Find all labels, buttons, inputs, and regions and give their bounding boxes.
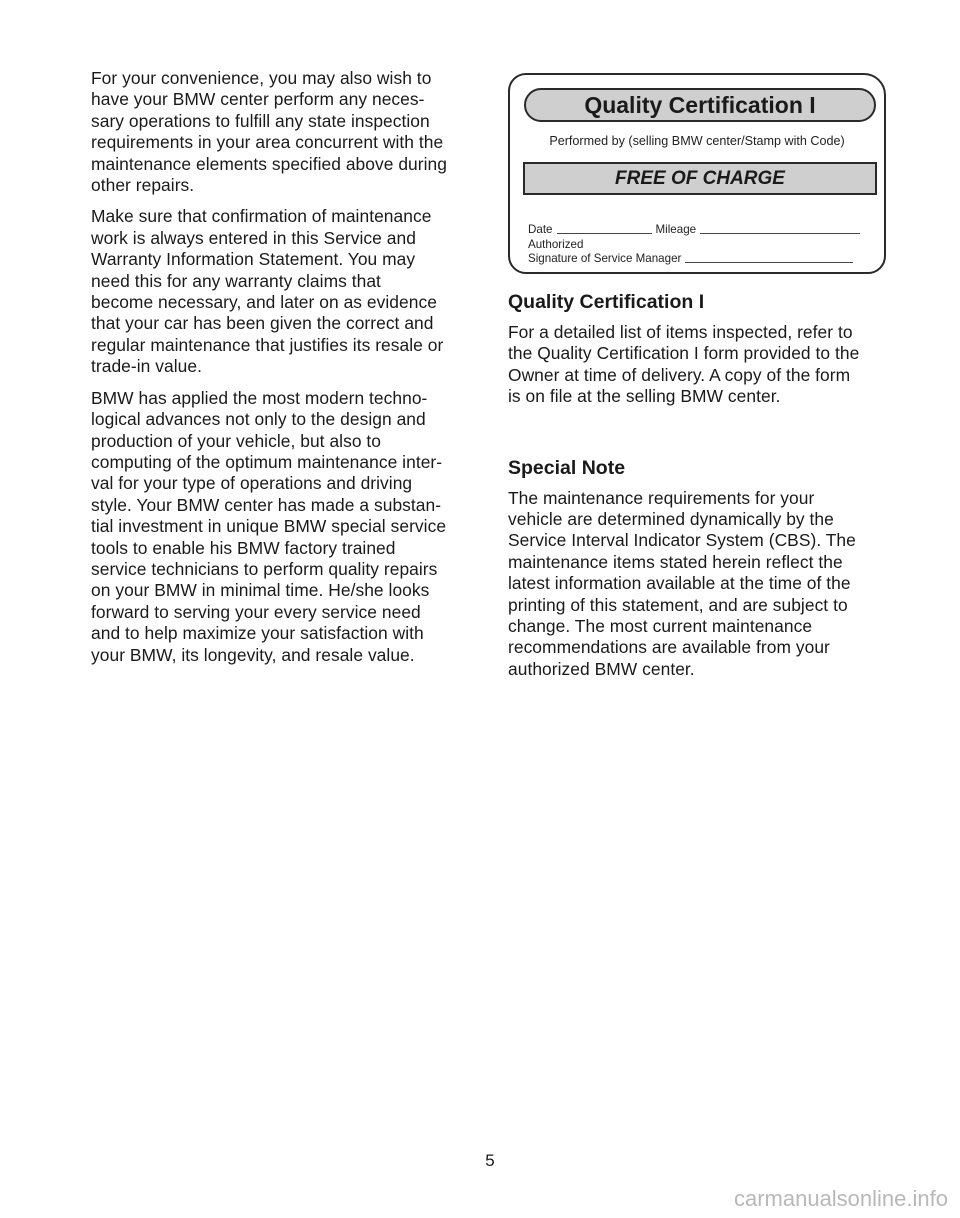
quality-certification-heading: Quality Certification I [508,291,705,313]
date-mileage-row [528,223,864,236]
quality-certification-form [508,73,886,274]
mileage-field[interactable] [700,223,860,234]
paragraph-technology: BMW has applied the most modern techno- logical advances not only to the design and production of your vehicle, but also to computing of the optimum maintenance inter- val for your type of operations and driving style. Your BMW center has made a substan- tial investment in unique BMW special service tools to enable his BMW factory trained service technicians to perform quality repairs on your BMW in minimal time. He/she looks forward to serving your every service need and to help maximize your satisfaction with your BMW, its longevity, and resale value. [91,387,447,665]
signature-label: Signature of Service Manager [528,252,682,265]
performed-by-label: Performed by (selling BMW center/Stamp with Code) [549,134,845,148]
site-watermark: carmanualsonline.info [733,1186,948,1211]
authorized-label: Authorized [528,238,584,251]
date-field[interactable] [557,223,652,234]
certificate-title: Quality Certification I [524,88,876,122]
date-label: Date [528,223,553,236]
page-number: 5 [485,1151,495,1170]
free-of-charge-banner: FREE OF CHARGE [523,162,877,195]
paragraph-convenience: For your convenience, you may also wish to have your BMW center perform any neces- sary operations to fulfill any state inspection requirements in your area concurrent with the maintenance elements specified above during other repairs. [91,68,447,196]
quality-certification-body: For a detailed list of items inspected, refer to the Quality Certification I form provided to the Owner at time of delivery. A copy of the form is on file at the selling BMW center. [508,322,860,407]
paragraph-confirmation: Make sure that confirmation of maintenance work is always entered in this Service and Warranty Information Statement. You may need this for any warranty claims that become necessary, and later on as evidence that your car has been given the correct and regular maintenance that justifies its resale or trade-in value. [91,206,444,377]
section-spacer [508,418,888,456]
signature-field[interactable] [685,252,853,263]
special-note-heading: Special Note [508,456,626,479]
right-column [508,290,888,690]
special-note-body: The maintenance requirements for your vehicle are determined dynamically by the Service Interval Indicator System (CBS). The maintenance items stated herein reflect the latest information available at the time of the printing of this statement, and are subject to change. The most current maintenance recommendations are available from your authorized BMW center. [508,487,856,679]
signature-row [528,252,857,265]
left-column [91,68,476,676]
mileage-label: Mileage [655,223,697,236]
